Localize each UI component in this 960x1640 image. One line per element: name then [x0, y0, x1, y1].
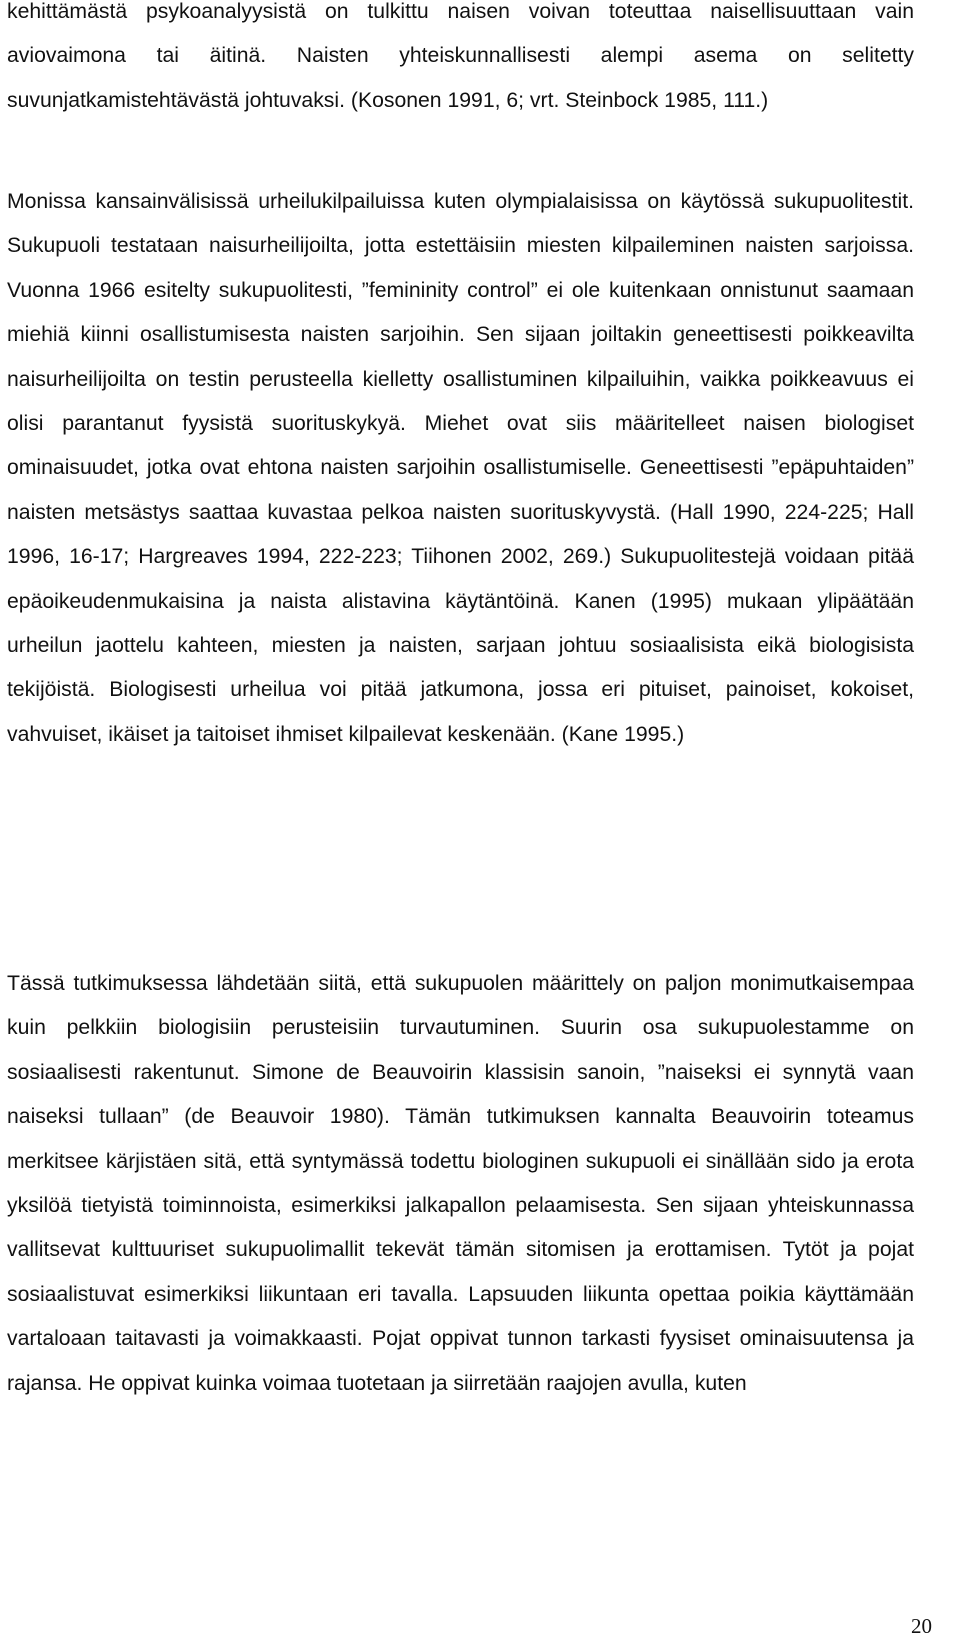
paragraph-psychoanalysis: kehittämästä psykoanalyysistä on tulkittu naisen voivan toteuttaa naisellisuuttaan vain aviovaimona tai äitinä. Naisten yhteiskunnallisesti alempi asema on selitetty suvunjatkamistehtävästä johtuvaksi. (Kosonen 1991, 6; vrt. Steinbock 1985, 111.) — [7, 0, 914, 112]
paragraph-gender-tests: Monissa kansainvälisissä urheilukilpailuissa kuten olympialaisissa on käytössä sukupuolitestit. Sukupuoli testataan naisurheilijoilta, jotta estettäisiin miesten kilpaileminen naisten sarjoissa. Vuonna 1966 esitelty sukupuolitesti, ”femininity control” ei ole kuitenkaan onnistunut saamaan miehiä kiinni osallistumisesta naisten sarjoihin. Sen sijaan joiltakin geneettisesti poikkeavilta naisurheilijoilta on testin perusteella kielletty osallistuminen kilpailuihin, vaikka poikkeavuus ei olisi parantanut fyysistä suorituskykyä. Miehet ovat siis määritelleet naisen biologiset ominaisuudet, jotka ovat ehtona naisten sarjoihin osallistumiselle. Geneettisesti ”epäpuhtaiden” naisten metsästys saattaa kuvastaa pelkoa naisten suorituskyvystä. (Hall 1990, 224-225; Hall 1996, 16-17; Hargreaves 1994, 222-223; Tiihonen 2002, 269.) Sukupuolitestejä voidaan pitää epäoikeudenmukaisina ja naista alistavina käytäntöinä. Kanen (1995) mukaan ylipäätään urheilun jaottelu kahteen, miesten ja naisten, sarjaan johtuu sosiaalisista eikä biologisista tekijöistä. Biologisesti urheilua voi pitää jatkumona, jossa eri pituiset, painoiset, kokoiset, vahvuiset, ikäiset ja taitoiset ihmiset kilpailevat keskenään. (Kane 1995.) — [7, 190, 914, 746]
paragraph-social-construction: Tässä tutkimuksessa lähdetään siitä, että sukupuolen määrittely on paljon monimutkaisempaa kuin pelkkiin biologisiin perusteisiin turvautuminen. Suurin osa sukupuolestamme on sosiaalisesti rakentunut. Simone de Beauvoirin klassisin sanoin, ”naiseksi ei synnytä vaan naiseksi tullaan” (de Beauvoir 1980). Tämän tutkimuksen kannalta Beauvoirin toteamus merkitsee kärjistäen sitä, että syntymässä todettu biologinen sukupuoli ei sinällään sido ja erota yksilöä tietyistä toiminnoista, esimerkiksi jalkapallon pelaamisesta. Sen sijaan yhteiskunnassa vallitsevat kulttuuriset sukupuolimallit tekevät tämän sitomisen ja erottamisen. Tytöt ja pojat sosiaalistuvat esimerkiksi liikuntaan eri tavalla. Lapsuuden liikunta opettaa poikia käyttämään vartaloaan taitavasti ja voimakkaasti. Pojat oppivat tunnon tarkasti fyysiset ominaisuutensa ja rajansa. He oppivat kuinka voimaa tuotetaan ja siirretään raajojen avulla, kuten — [7, 972, 914, 1395]
page-number: 20 — [911, 1614, 932, 1638]
